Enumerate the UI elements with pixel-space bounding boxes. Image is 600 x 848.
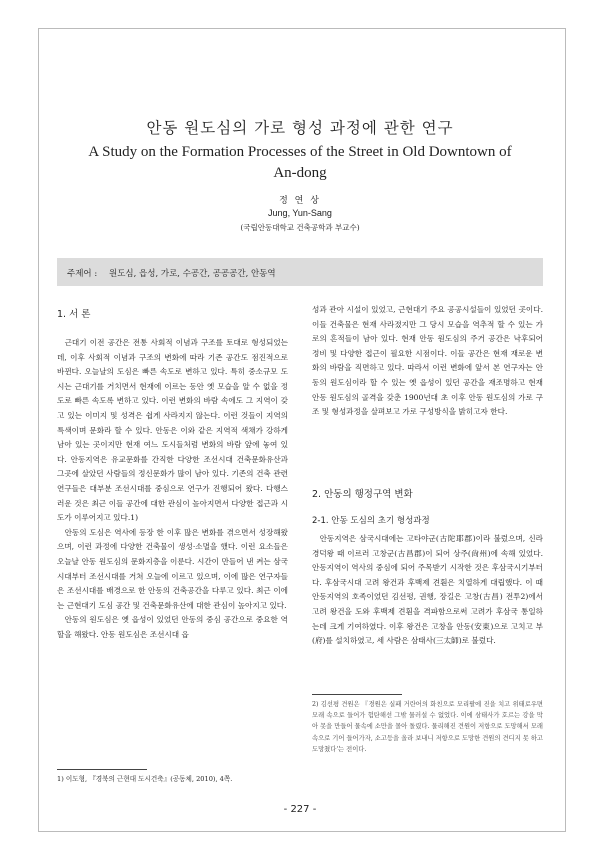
paragraph: 안동지역은 삼국시대에는 고타야군(古陀耶郡)이라 불렀으며, 신라 경덕왕 때 이르러 고창군(古昌郡)이 되어 상주(尙州)에 속해 있었다. 안동지역이 역사의 중심에 되어 주목받기 시작한 것은 후삼국시기부터다. 후삼국시대 고려 왕건과 후백제 견훤은 치열하게 대립했다. 이 때 안동지역의 호족이었던 김선평, 권행, 장길은 고창(古昌) 전투2)에서 고려 왕건을 도와 후백제 견훤을 격파함으로써 고려가 후삼국 통일하는데 크게 기여하였다. 이후 왕건은 고창을 안동(安東)으로 고치고 부(府)를 설치하였고, 세 사람은 삼태사(三太師)로 불렀다.	[312, 534, 543, 646]
author-affiliation: (국립안동대학교 건축공학과 부교수)	[240, 223, 360, 232]
section-heading-administrative-change: 2. 안동의 행정구역 변화	[312, 489, 413, 500]
author-korean: 정 연 상	[279, 196, 321, 206]
paragraph: 성과 관아 시설이 있었고, 근현대기 주요 공공시설들이 있었던 곳이다. 이들 건축물은 현재 사라졌지만 그 당시 모습을 역추적 할 수 있는 가로의 흔적들이 남아 있다. 현재 안동 원도심의 주거 공간은 낙후되어 정비 및 다양한 접근이 필요한 시점이다. 이들 공간은 현재 재로운 변화의 바람을 직면하고 있다. 따라서 이런 변화에 앞서 본 연구자는 안동의 원도심이라 할 수 있는 옛 읍성이 있던 공간을 재조명하고 현재 안동 원도심의 골격을 갖춘 1900년대 초 이후 안동 원도심의 가로 구조 및 형성과정을 살펴보고 가로 구성방식을 밝히고자 한다.	[312, 305, 543, 417]
right-column-intro	[312, 303, 543, 420]
section-heading-introduction: 1. 서 론	[57, 309, 91, 320]
keywords-list: 원도심, 읍성, 가로, 수공간, 공공공간, 안동역	[109, 269, 276, 279]
title-english	[60, 142, 540, 184]
page-number: - 227 -	[283, 804, 317, 815]
author-english: Jung, Yun-Sang	[268, 208, 332, 218]
title-english-line1: A Study on the Formation Processes of the Street in Old Downtown of	[88, 144, 512, 160]
footnote-divider	[312, 694, 402, 695]
footnote-1: 1) 이도형, 『경북의 근현대 도시건축』(공동체, 2010), 4쪽.	[57, 775, 233, 783]
subsection-heading-early-formation: 2-1. 안동 도심의 초기 형성과정	[312, 516, 430, 526]
footnote-2: 2) 김선평 견원은 『경원은 실패 거란어의 화친으로 모리팔에 진을 치고 위태로우면 모래 속으로 들어가 험탄해선 그밖 물러설 수 없었다. 이에 삼태사가 호르는 강을 막아 못을 만들어 물속에 소만을 몰아 돌렸다. 물리해진 견원이 저항으로 도망해서 모래 속으로 기어 들어가자, 소고등을 올라 보내니 저항으로 도망한 견원의 견디지 못 하고 도망쳤다'는 전이다.	[312, 701, 543, 753]
paragraph: 안동의 도심은 역사에 등장 한 이후 많은 변화를 겪으면서 성장해왔으며, 이런 과정에 다양한 건축물이 생성·소멸을 했다. 이런 요소들은 오늘날 안동 원도심의 문화지층을 이룬다. 시간이 만들어 낸 켜는 삼국시대부터 조선시대를 거쳐 오늘에 이르고 있으며, 이에 많은 연구자들은 조선시대를 배경으로 한 안동의 건축공간을 다루고 있다. 최근 이에는 근현대기 도심 공간 및 건축문화유산에 대한 관심이 높아지고 있다.	[57, 527, 288, 610]
keywords-box	[57, 258, 543, 286]
paragraph: 안동의 원도심은 옛 읍성이 있었던 안동의 중심 공간으로 중요한 역할을 해왔다. 안동 원도심은 조선시대 읍	[57, 615, 288, 639]
footnote-divider	[57, 769, 147, 770]
right-column-body	[312, 532, 543, 649]
title-english-line2: An-dong	[273, 165, 327, 181]
paragraph: 근대기 이전 공간은 전통 사회적 이념과 구조를 토대로 형성되었는데, 이후 사회적 이념과 구조의 변화에 따라 기존 공간도 점진적으로 바뀐다. 오늘날의 도심은 빠른 속도로 변하고 있다. 특히 중소규모 도시는 근대기를 거치면서 현재에 이르는 동안 옛 모습을 알 수 없을 정도로 빠른 속도록 변하고 있다. 이런 변화의 바람 속에도 그 지역이 갖고 있는 이미지 및 성격은 쉽게 사라지지 않는다. 이런 것들이 지역의 특색이며 문화라 할 수 있다. 안동은 이와 같은 지역적 색채가 강하게 남아 있는 곳이지만 현재 여느 도시들처럼 변화의 바람 앞에 놓여 있다. 안동지역은 유교문화를 간직한 다양한 조선시대 건축문화유산과 그곳에 살았던 사람들의 정신문화가 많이 남아 있다. 기존의 건축 관련 연구들은 대부분 조선시대를 중심으로 연구가 진행되어 왔다. 다행스러운 것은 최근 이들 공간에 대한 관심이 높아지면서 다양한 접근과 시도가 이루어지고 있다.1)	[57, 338, 288, 523]
keywords-label: 주제어 :	[67, 269, 98, 279]
left-column-body	[57, 336, 288, 642]
title-korean: 안동 원도심의 가로 형성 과정에 관한 연구	[146, 119, 454, 137]
